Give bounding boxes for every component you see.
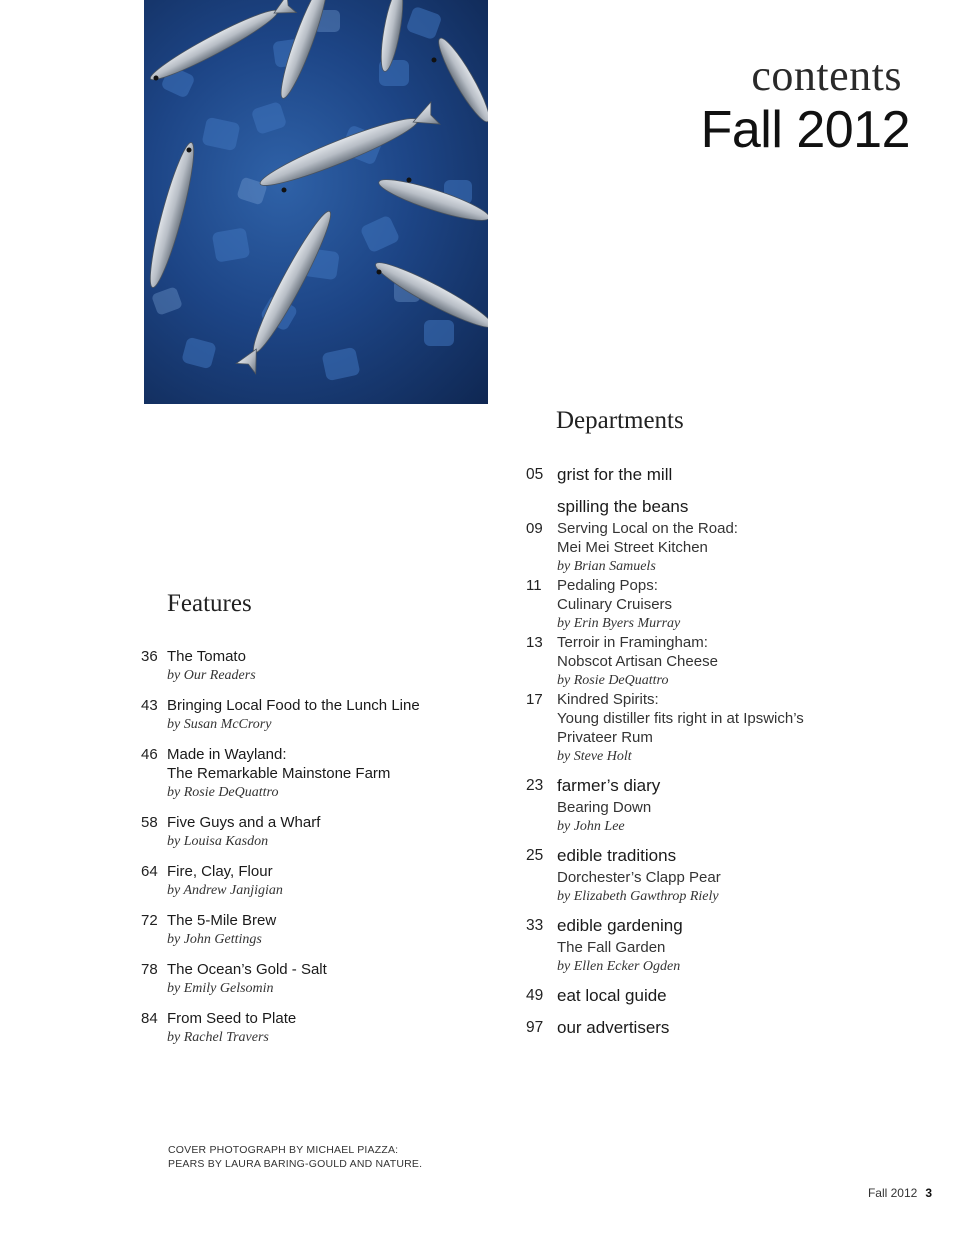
page-number: 3 [925,1186,932,1200]
feature-page-number: 43 [141,697,158,714]
contents-label: contents [751,51,902,100]
article-byline: by Ellen Ecker Ogden [557,959,681,974]
feature-byline: by Rosie DeQuattro [167,785,279,800]
feature-title: Fire, Clay, Flour [167,863,273,880]
article-title: Culinary Cruisers [557,596,673,613]
departments-heading: Departments [556,407,684,434]
department-block [526,774,846,836]
feature-item[interactable] [141,696,481,734]
department-article[interactable] [526,938,846,976]
department-header[interactable] [526,495,846,519]
department-name: eat local guide [557,986,667,1005]
article-title: The Fall Garden [557,939,666,956]
feature-title: From Seed to Plate [167,1010,297,1027]
feature-byline: by Emily Gelsomin [167,981,274,996]
article-byline: by John Lee [557,819,625,834]
article-title: Dorchester’s Clapp Pear [557,869,721,886]
department-header[interactable] [526,984,846,1008]
article-title: Kindred Spirits: [557,691,659,708]
feature-text [167,960,481,998]
feature-byline: by Andrew Janjigian [167,883,283,898]
article-text [557,576,846,633]
feature-byline: by Louisa Kasdon [167,834,269,849]
features-list [141,647,481,1058]
department-header[interactable] [526,463,846,487]
department-block [526,1016,846,1040]
department-name: grist for the mill [557,465,673,484]
feature-page-number: 78 [141,961,158,978]
cover-photo-fish-on-ice [144,0,488,404]
feature-text [167,745,481,802]
department-article[interactable] [526,576,846,633]
page-footer [868,1186,932,1200]
feature-page-number: 36 [141,648,158,665]
footer-issue: Fall 2012 [867,1186,918,1200]
department-article[interactable] [526,690,846,766]
article-text [557,519,846,576]
feature-row [141,960,481,998]
feature-text [167,696,481,734]
department-article[interactable] [526,798,846,836]
department-name: edible traditions [557,846,677,865]
article-text [557,938,846,976]
article-title: Mei Mei Street Kitchen [557,539,708,556]
department-header[interactable] [526,844,846,868]
feature-page-number: 64 [141,863,158,880]
article-title: Bearing Down [557,799,652,816]
feature-item[interactable] [141,813,481,851]
cover-credit-line: PEARS BY LAURA BARING-GOULD AND NATURE. [168,1158,423,1170]
article-text [557,690,846,766]
article-byline: by Elizabeth Gawthrop Riely [557,889,719,904]
department-page-number: 49 [526,987,544,1004]
article-page-number: 13 [526,634,543,651]
article-text [557,868,846,906]
features-heading: Features [167,590,252,617]
feature-title: The Ocean’s Gold - Salt [167,961,327,978]
departments-list [526,463,846,1048]
department-page-number: 05 [526,466,544,483]
article-title: Young distiller fits right in at Ipswich’s [557,710,804,727]
department-block [526,495,846,766]
feature-item[interactable] [141,862,481,900]
feature-item[interactable] [141,745,481,802]
feature-page-number: 58 [141,814,158,831]
department-article[interactable] [526,868,846,906]
department-header[interactable] [526,914,846,938]
feature-page-number: 72 [141,912,158,929]
article-byline: by Erin Byers Murray [557,616,681,631]
article-title: Serving Local on the Road: [557,520,738,537]
feature-title: Made in Wayland: [167,746,287,763]
article-text [557,633,846,690]
feature-byline: by Rachel Travers [167,1030,269,1045]
department-block [526,914,846,976]
feature-row [141,647,481,685]
department-block [526,844,846,906]
article-byline: by Steve Holt [557,749,632,764]
feature-row [141,813,481,851]
department-block [526,984,846,1008]
cover-credit [168,1143,422,1171]
feature-title: The 5-Mile Brew [167,912,277,929]
feature-item[interactable] [141,1009,481,1047]
feature-byline: by Susan McCrory [167,717,272,732]
feature-byline: by John Gettings [167,932,262,947]
article-page-number: 17 [526,691,543,708]
feature-row [141,696,481,734]
article-title: Nobscot Artisan Cheese [557,653,718,670]
department-name: edible gardening [557,916,683,935]
feature-row [141,862,481,900]
feature-text [167,647,481,685]
department-name: farmer’s diary [557,776,661,795]
feature-row [141,745,481,802]
department-page-number: 33 [526,917,544,934]
department-header[interactable] [526,1016,846,1040]
feature-title: The Remarkable Mainstone Farm [167,765,391,782]
article-title: Privateer Rum [557,729,653,746]
department-page-number: 97 [526,1019,544,1036]
article-text [557,798,846,836]
feature-title: The Tomato [167,648,246,665]
cover-credit-line: COVER PHOTOGRAPH BY MICHAEL PIAZZA: [168,1144,399,1156]
article-page-number: 09 [526,520,543,537]
department-page-number: 23 [526,777,544,794]
department-header[interactable] [526,774,846,798]
article-title: Terroir in Framingham: [557,634,708,651]
fish-illustration [144,0,488,404]
article-byline: by Brian Samuels [557,559,656,574]
feature-title: Bringing Local Food to the Lunch Line [167,697,420,714]
department-article[interactable] [526,519,846,576]
feature-page-number: 84 [141,1010,158,1027]
feature-item[interactable] [141,911,481,949]
department-name: our advertisers [557,1018,670,1037]
feature-row [141,1009,481,1047]
feature-row [141,911,481,949]
department-block [526,463,846,487]
feature-text [167,1009,481,1047]
department-page-number: 25 [526,847,544,864]
feature-title: Five Guys and a Wharf [167,814,321,831]
feature-byline: by Our Readers [167,668,256,683]
feature-text [167,862,481,900]
feature-text [167,813,481,851]
department-article[interactable] [526,633,846,690]
feature-text [167,911,481,949]
feature-item[interactable] [141,960,481,998]
feature-page-number: 46 [141,746,158,763]
article-title: Pedaling Pops: [557,577,658,594]
feature-item[interactable] [141,647,481,685]
issue-title: Fall 2012 [700,101,910,159]
article-page-number: 11 [526,577,542,594]
article-byline: by Rosie DeQuattro [557,673,669,688]
department-name: spilling the beans [557,497,689,516]
